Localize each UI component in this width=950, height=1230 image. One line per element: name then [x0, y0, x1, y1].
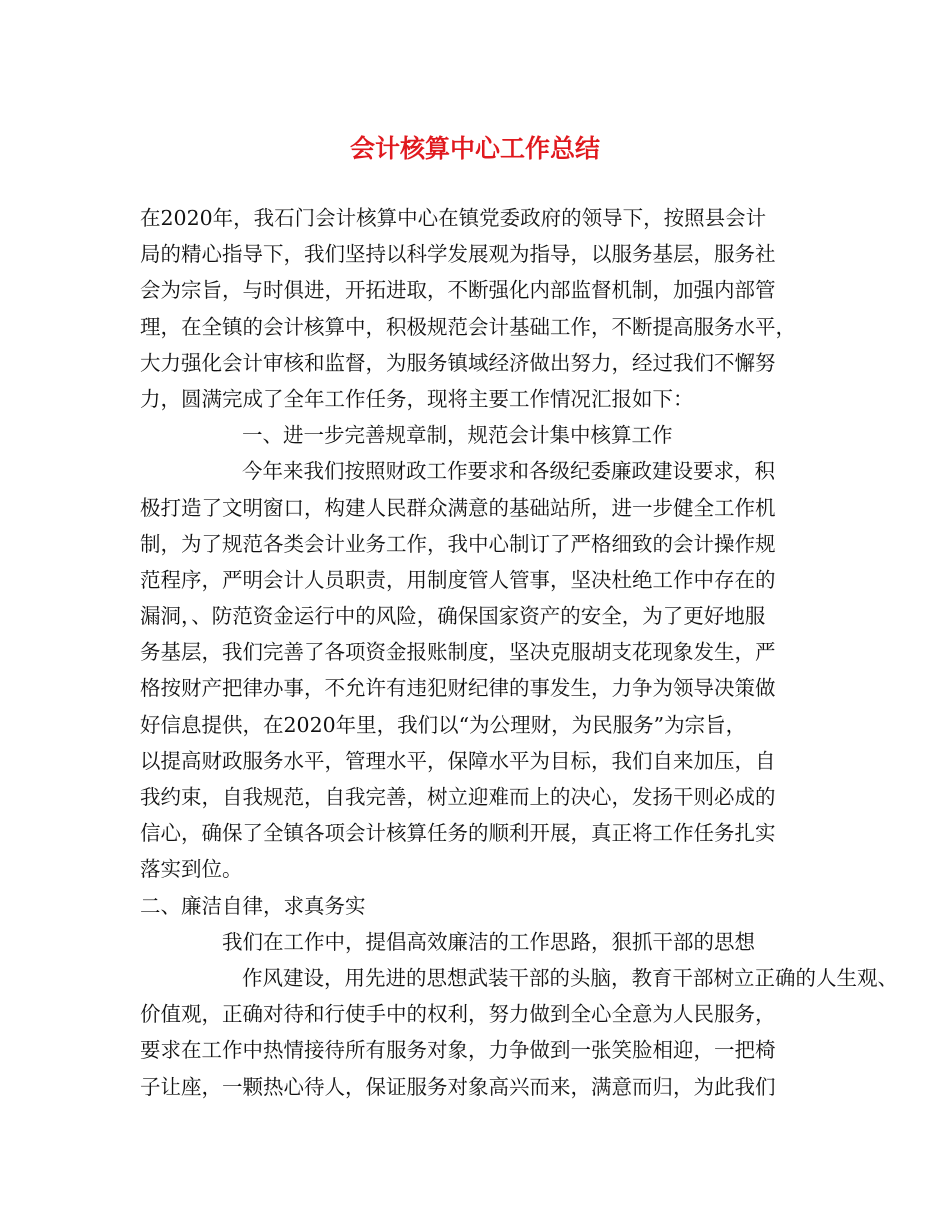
text-line: 力，圆满完成了全年工作任务，现将主要工作情况汇报如下：: [140, 386, 694, 411]
text-line: 以提高财政服务水平，管理水平，保障水平为目标，我们自来加压，自: [140, 748, 776, 773]
text-line: 局的精心指导下，我们坚持以科学发展观为指导，以服务基层，服务社: [140, 242, 776, 267]
text-line: 作风建设，用先进的思想武装干部的头脑，教育干部树立正确的人生观、: [242, 965, 898, 990]
text-line: 理，在全镇的会计核算中，积极规范会计基础工作，不断提高服务水平，: [140, 314, 796, 339]
text-line: 二、廉洁自律，求真务实: [140, 893, 366, 918]
text-line: 在2020年，我石门会计核算中心在镇党委政府的领导下，按照县会计: [140, 206, 767, 230]
text-line: 价值观，正确对待和行使手中的权利，努力做到全心全意为人民服务，: [140, 1002, 776, 1027]
text-line: 漏洞，、防范资金运行中的风险，确保国家资产的安全，为了更好地服: [140, 604, 766, 629]
text-line: 落实到位。: [140, 857, 243, 882]
text-line: 极打造了文明窗口，构建人民群众满意的基础站所，进一步健全工作机: [140, 495, 776, 520]
section-heading-2: 我们在工作中，提倡高效廉洁的工作思路，狠抓干部的思想: [222, 929, 755, 954]
section-heading-1: 一、进一步完善规章制，规范会计集中核算工作: [242, 423, 673, 448]
text-line: 我约束，自我规范，自我完善，树立迎难而上的决心，发扬干则必成的: [140, 785, 776, 809]
text-line: 好信息提供，在2020年里，我们以“为公理财，为民服务”为宗旨，: [140, 712, 747, 737]
text-line: 大力强化会计审核和监督，为服务镇域经济做出努力，经过我们不懈努: [140, 350, 776, 375]
document-title: 会计核算中心工作总结: [349, 134, 600, 163]
text-line: 格按财产把律办事，不允许有违犯财纪律的事发生，力争为领导决策做: [140, 676, 776, 701]
text-line: 务基层，我们完善了各项资金报账制度，坚决克服胡支花现象发生，严: [140, 640, 776, 665]
text-line: 子让座，一颗热心待人，保证服务对象高兴而来，满意而归，为此我们: [140, 1074, 776, 1099]
text-line: 要求在工作中热情接待所有服务对象，力争做到一张笑脸相迎，一把椅: [140, 1038, 776, 1063]
text-line: 制，为了规范各类会计业务工作，我中心制订了严格细致的会计操作规: [140, 531, 776, 556]
document-body: [140, 200, 898, 1105]
text-line: 会为宗旨，与时俱进，开拓进取，不断强化内部监督机制，加强内部管: [140, 278, 776, 303]
text-line: 今年来我们按照财政工作要求和各级纪委廉政建设要求，积: [242, 459, 775, 484]
text-line: 范程序，严明会计人员职责，用制度管人管事，坚决杜绝工作中存在的: [140, 567, 776, 592]
text-line: 信心，确保了全镇各项会计核算任务的顺利开展，真正将工作任务扎实: [140, 821, 776, 846]
